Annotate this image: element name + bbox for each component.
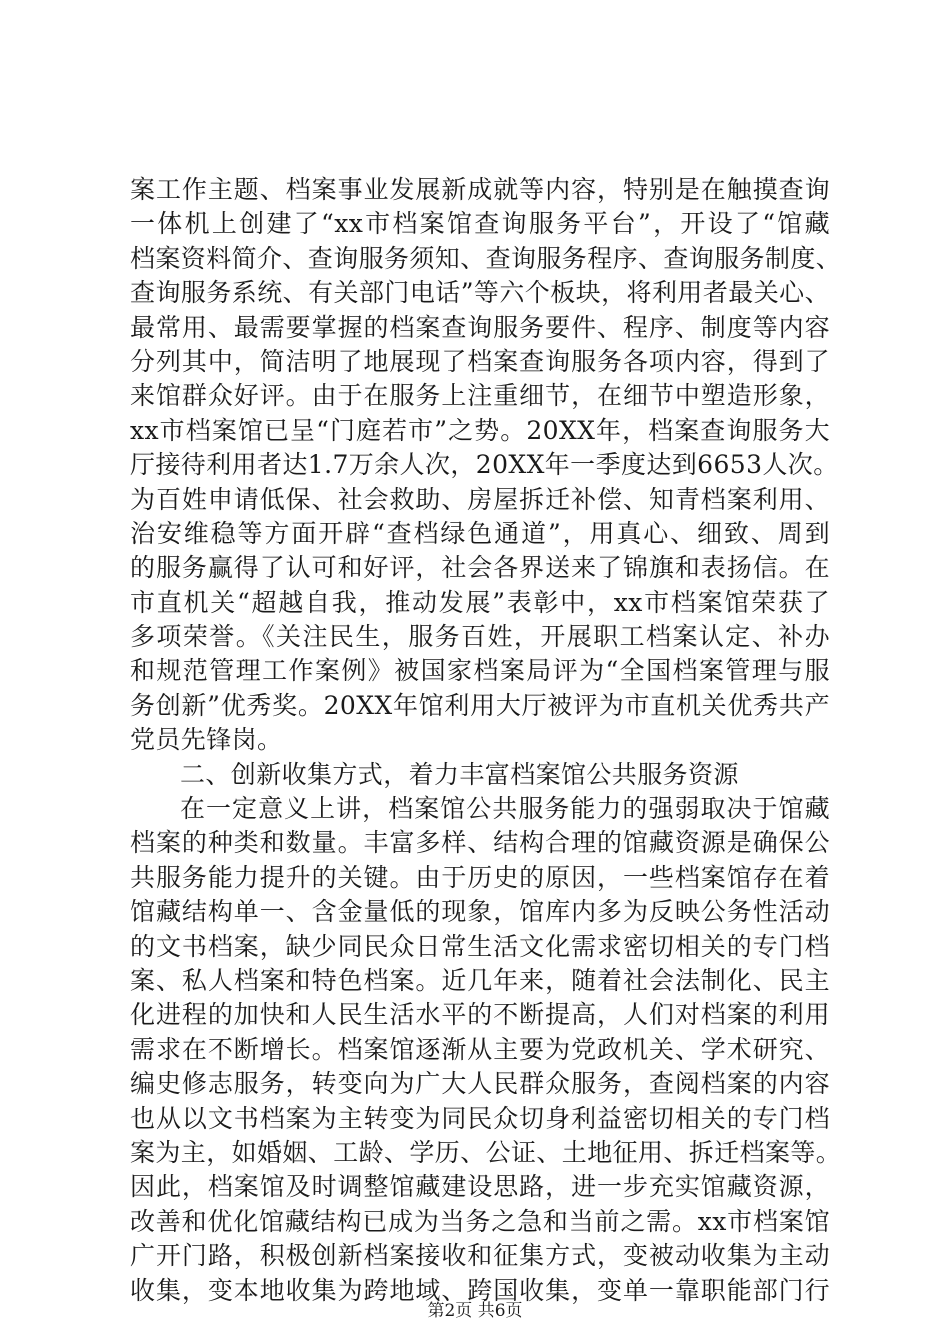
text-line: 和规范管理工作案例》被国家档案局评为“全国档案管理与服: [130, 656, 830, 686]
text-line: 党员先锋岗。: [130, 725, 283, 755]
section-heading: 二、创新收集方式，着力丰富档案馆公共服务资源: [180, 759, 739, 789]
text-line: 需求在不断增长。档案馆逐渐从主要为党政机关、学术研究、: [130, 1034, 830, 1064]
text-line: 化进程的加快和人民生活水平的不断提高，人们对档案的利用: [130, 1000, 830, 1030]
text-line: 案为主，如婚姻、工龄、学历、公证、土地征用、拆迁档案等。: [130, 1137, 842, 1167]
text-line: 为百姓申请低保、社会救助、房屋拆迁补偿、知青档案利用、: [130, 484, 830, 514]
text-line: 收集，变本地收集为跨地域、跨国收集，变单一靠职能部门行: [130, 1275, 830, 1305]
text-line: 馆藏结构单一、含金量低的现象，馆库内多为反映公务性活动: [130, 897, 830, 927]
text-line: 最常用、最需要掌握的档案查询服务要件、程序、制度等内容: [130, 312, 830, 342]
text-line: 来馆群众好评。由于在服务上注重细节，在细节中塑造形象，: [130, 381, 830, 411]
text-line: 改善和优化馆藏结构已成为当务之急和当前之需。xx市档案馆: [130, 1206, 830, 1236]
text-line: 多项荣誉。《关注民生，服务百姓，开展职工档案认定、补办: [130, 622, 830, 652]
text-line: 因此，档案馆及时调整馆藏建设思路，进一步充实馆藏资源，: [130, 1172, 830, 1202]
text-line: 治安维稳等方面开辟“查档绿色通道”，用真心、细致、周到: [130, 518, 830, 548]
text-line: 档案的种类和数量。丰富多样、结构合理的馆藏资源是确保公: [130, 828, 830, 858]
text-line: 一体机上创建了“xx市档案馆查询服务平台”，开设了“馆藏: [130, 209, 830, 239]
text-line: 广开门路，积极创新档案接收和征集方式，变被动收集为主动: [130, 1241, 830, 1271]
text-line: 市直机关“超越自我，推动发展”表彰中，xx市档案馆荣获了: [130, 587, 830, 617]
text-line: 查询服务系统、有关部门电话”等六个板块，将利用者最关心、: [130, 278, 830, 308]
text-line: 在一定意义上讲，档案馆公共服务能力的强弱取决于馆藏: [180, 794, 830, 824]
text-line: 分列其中，简洁明了地展现了档案查询服务各项内容，得到了: [130, 346, 830, 376]
text-line: 档案资料简介、查询服务须知、查询服务程序、查询服务制度、: [130, 243, 842, 273]
text-line: 的文书档案，缺少同民众日常生活文化需求密切相关的专门档: [130, 931, 830, 961]
text-line: 案、私人档案和特色档案。近几年来，随着社会法制化、民主: [130, 965, 830, 995]
text-line: 也从以文书档案为主转变为同民众切身利益密切相关的专门档: [130, 1103, 830, 1133]
text-line: 共服务能力提升的关键。由于历史的原因，一些档案馆存在着: [130, 862, 830, 892]
text-line: 案工作主题、档案事业发展新成就等内容，特别是在触摸查询: [130, 175, 830, 204]
page-footer: 第2页 共6页: [427, 1301, 523, 1321]
text-line: 编史修志服务，转变向为广大人民群众服务，查阅档案的内容: [130, 1069, 830, 1099]
text-line: 务创新”优秀奖。20XX年馆利用大厅被评为市直机关优秀共产: [130, 690, 830, 720]
text-line: xx市档案馆已呈“门庭若市”之势。20XX年，档案查询服务大: [130, 415, 830, 445]
text-line: 厅接待利用者达1.7万余人次，20XX年一季度达到6653人次。: [130, 450, 839, 480]
text-line: 的服务赢得了认可和好评，社会各界送来了锦旗和表扬信。在: [130, 553, 830, 583]
document-body: [130, 173, 842, 1308]
